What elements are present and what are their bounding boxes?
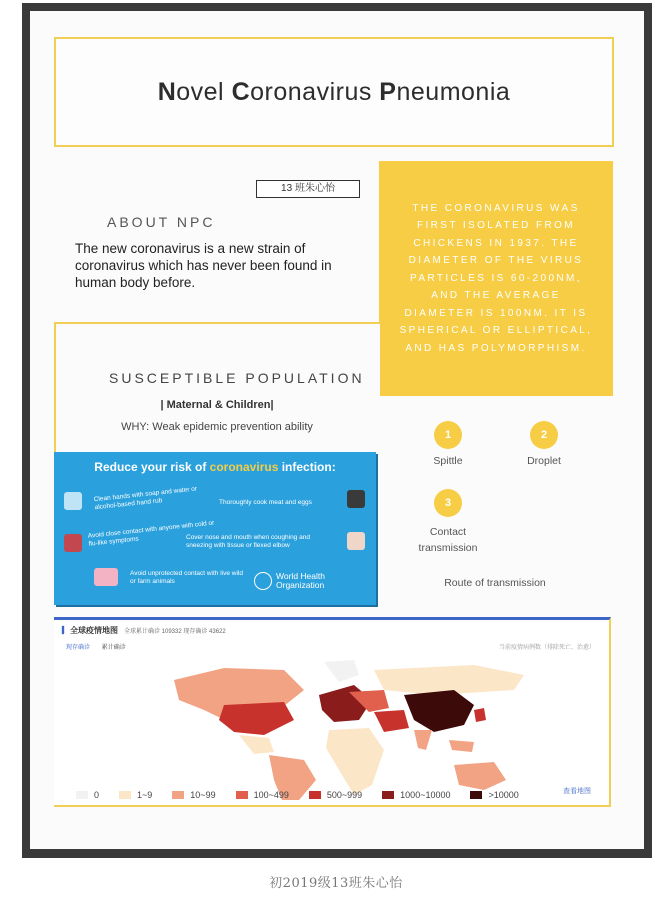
title-initial: C — [231, 77, 251, 106]
map-note: 当前疫情病例数（排除死亡、治愈） — [498, 645, 595, 651]
who-panel-title: Reduce your risk of coronavirus infection: — [94, 460, 336, 474]
who-logo-text: World Health Organization — [276, 571, 325, 590]
transmission-number-1: 1 — [434, 421, 462, 449]
tip-cover-cough: Cover nose and mouth when coughing and sneezing with tissue or flexed elbow — [186, 534, 310, 549]
global-epidemic-map — [54, 617, 611, 807]
tip-cook-food: Thoroughly cook meat and eggs — [219, 499, 312, 506]
about-heading: ABOUT NPC — [107, 214, 216, 230]
tissue-icon — [347, 532, 365, 550]
name-tag: 13 班朱心怡 — [256, 180, 360, 198]
poster-caption: 初2019级13班朱心怡 — [269, 876, 403, 891]
susceptible-why: WHY: Weak epidemic prevention ability — [121, 421, 313, 433]
transmission-label-droplet: Droplet — [527, 455, 561, 467]
transmission-label-spittle: Spittle — [433, 455, 463, 467]
who-emblem-icon — [254, 572, 272, 590]
about-text: The new coronavirus is a new strain of coronavirus which has never been found in human body before. — [75, 241, 332, 290]
tip-wash-hands: Clean hands with soap and water or alcohol-based hand rub — [93, 485, 198, 512]
route-label: Route of transmission — [444, 577, 546, 589]
sick-person-icon — [64, 534, 82, 552]
title-box — [54, 37, 614, 147]
susceptible-heading: SUSCEPTIBLE POPULATION — [109, 370, 365, 386]
title-word-rest: oronavirus — [250, 77, 380, 106]
map-title: ▎全球疫情地图 全球累计确诊 109332 现存确诊 43622 — [62, 626, 226, 635]
legend-item: 0 — [76, 790, 99, 800]
legend-item: >10000 — [470, 790, 518, 800]
transmission-label-contact: Contact transmission — [418, 526, 478, 554]
tip-avoid-animals: Avoid unprotected contact with live wild or farm animals — [130, 570, 243, 585]
susceptible-groups: | Maternal & Children| — [160, 399, 274, 411]
page-title — [158, 78, 511, 107]
transmission-number-2: 2 — [530, 421, 558, 449]
virus-facts-text: THE CORONAVIRUS WAS FIRST ISOLATED FROM CHICKENS IN 1937. THE DIAMETER OF THE VIRUS PARTICLES IS 60-200NM, AND THE AVERAGE DIAMETER IS 100NM. IT IS SPHERICAL OR ELLIPTICAL, AND HAS POLYMORPHISM. — [399, 202, 593, 354]
legend-item: 1000~10000 — [382, 790, 450, 800]
legend-item: 10~99 — [172, 790, 215, 800]
map-legend — [76, 790, 519, 800]
susceptible-box — [54, 322, 380, 454]
legend-item: 100~499 — [236, 790, 289, 800]
title-initial: N — [157, 77, 177, 106]
cooking-pot-icon — [347, 490, 365, 508]
legend-item: 1~9 — [119, 790, 152, 800]
who-advice-panel — [54, 452, 376, 605]
tip-avoid-contact: Avoid close contact with anyone with cold or flu-like symptoms — [87, 519, 215, 548]
title-word-rest: ovel — [176, 77, 232, 106]
view-map-link[interactable]: 查看地图 — [563, 788, 591, 795]
world-map — [54, 650, 611, 800]
handwash-icon — [64, 492, 82, 510]
title-word-rest: neumonia — [396, 77, 511, 106]
legend-item: 500~999 — [309, 790, 362, 800]
tab-cumulative-confirmed[interactable]: 累计确诊 — [101, 645, 126, 651]
virus-facts-block — [379, 161, 613, 396]
animal-icon — [94, 568, 118, 586]
tab-current-confirmed[interactable]: 现存确诊 — [66, 645, 91, 651]
transmission-number-3: 3 — [434, 489, 462, 517]
title-initial: P — [379, 77, 397, 106]
